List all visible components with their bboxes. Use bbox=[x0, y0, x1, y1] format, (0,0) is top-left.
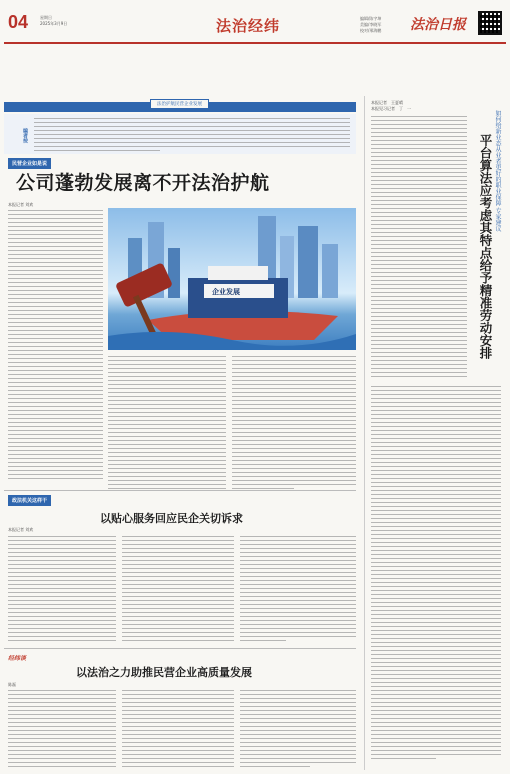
newspaper-brand: 法治日报 bbox=[410, 17, 466, 33]
story3-column-2 bbox=[122, 690, 234, 770]
story1-column-1 bbox=[8, 210, 103, 482]
story2-column-2 bbox=[122, 536, 234, 644]
right-column-text-bottom bbox=[371, 386, 501, 762]
issue-weekday: 星期日 bbox=[40, 15, 52, 20]
banner-label: 法治护航民营企业发展 bbox=[150, 99, 209, 109]
story-divider-1 bbox=[4, 490, 356, 491]
illustration-svg bbox=[108, 208, 356, 350]
story1-byline: 本报记者 刘欢 bbox=[8, 202, 34, 207]
story1-headline: 公司蓬勃发展离不开法治护航 bbox=[16, 172, 270, 194]
right-byline-2: 本报见习记者 丁 一 bbox=[371, 106, 411, 111]
story1-kicker: 民营企业如是说 bbox=[8, 158, 51, 169]
section-title: 法治经纬 bbox=[216, 17, 281, 35]
right-byline-1: 本报记者 王夏晴 bbox=[371, 100, 403, 105]
right-headline: 平台算法应考虑其特点给予精准劳动安排 bbox=[478, 134, 493, 359]
right-byline bbox=[371, 100, 411, 112]
story3-byline: 陈磊 bbox=[8, 682, 16, 687]
qr-code-icon bbox=[478, 11, 502, 35]
story1-column-3 bbox=[232, 356, 356, 492]
credit-editor: 编辑/陈宇坤 bbox=[360, 16, 382, 21]
story2-byline: 本报记者 刘欢 bbox=[8, 527, 34, 532]
story2-kicker: 政法机关这样干 bbox=[8, 495, 51, 506]
editor-note-label: 编者按 bbox=[22, 128, 28, 143]
story3-column-1 bbox=[8, 690, 116, 770]
right-subheadline: 如何给新业态从业者更好的职业保障 专家建议 bbox=[494, 110, 501, 232]
story2-column-3 bbox=[240, 536, 356, 644]
right-column-text-top bbox=[371, 116, 467, 380]
story1-illustration bbox=[108, 208, 356, 350]
story1-column-2 bbox=[108, 356, 226, 492]
credit-designer: 美编/李晓军 bbox=[360, 22, 382, 27]
story3-tag: 经纬谈 bbox=[8, 655, 27, 662]
editor-note-text bbox=[34, 118, 350, 154]
illustration-caption: 企业发展 bbox=[212, 288, 240, 296]
editor-credits bbox=[360, 16, 381, 34]
credit-proofreader: 校对/邢海鹏 bbox=[360, 28, 382, 33]
story3-headline: 以法治之力助推民营企业高质量发展 bbox=[76, 666, 252, 679]
story2-headline: 以贴心服务回应民企关切诉求 bbox=[100, 512, 243, 525]
story3-column-3 bbox=[240, 690, 356, 770]
page-number: 04 bbox=[8, 12, 29, 32]
issue-date: 2025年3月9日 bbox=[40, 21, 68, 26]
story-divider-2 bbox=[4, 648, 356, 649]
right-column bbox=[364, 96, 506, 770]
story2-column-1 bbox=[8, 536, 116, 644]
